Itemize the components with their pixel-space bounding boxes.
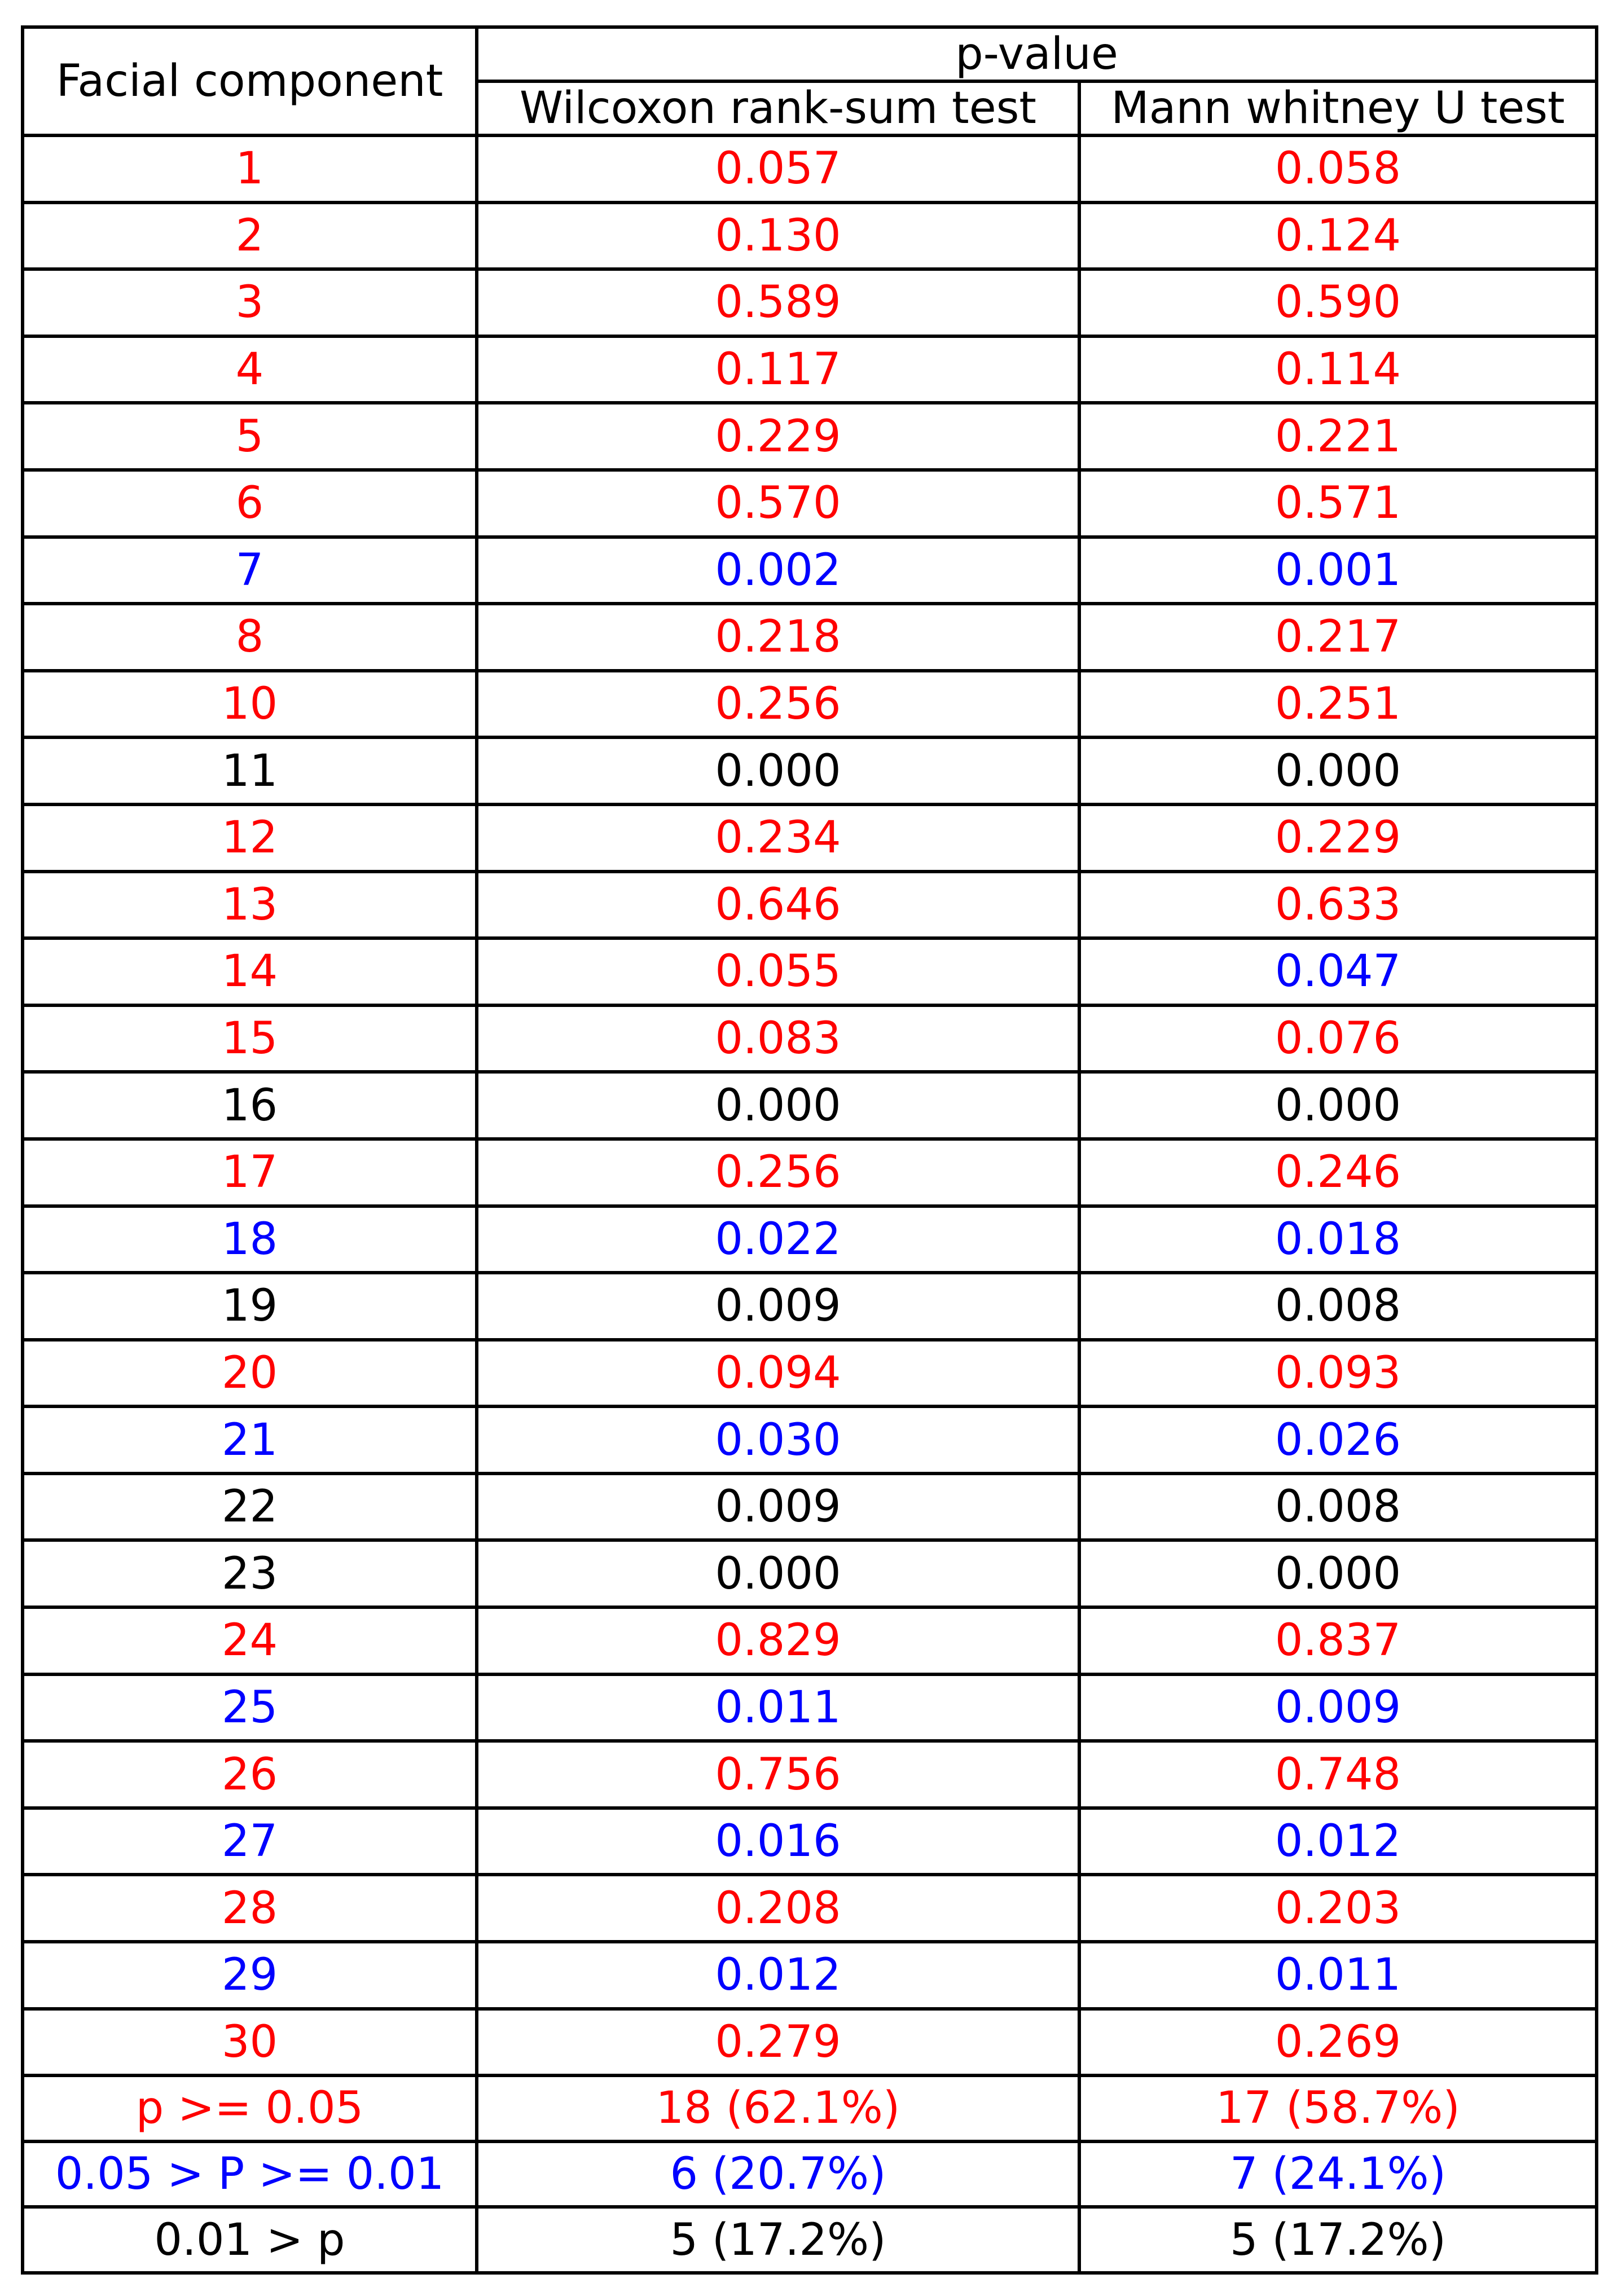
summary-row bbox=[23, 2207, 1597, 2273]
summary-mann-whitney-cell: 17 (58.7%) bbox=[1079, 2075, 1597, 2141]
component-cell: 16 bbox=[23, 1072, 477, 1139]
mann-whitney-pvalue-cell: 0.229 bbox=[1079, 804, 1597, 872]
table-row bbox=[23, 1139, 1597, 1206]
component-cell: 15 bbox=[23, 1005, 477, 1072]
table-row bbox=[23, 1273, 1597, 1340]
component-cell: 30 bbox=[23, 2009, 477, 2076]
mann-whitney-pvalue-cell: 0.012 bbox=[1079, 1808, 1597, 1875]
component-cell: 21 bbox=[23, 1406, 477, 1474]
table-row bbox=[23, 804, 1597, 872]
component-cell: 24 bbox=[23, 1607, 477, 1674]
mann-whitney-pvalue-cell: 0.009 bbox=[1079, 1674, 1597, 1741]
wilcoxon-pvalue-cell: 0.229 bbox=[477, 403, 1079, 470]
wilcoxon-pvalue-cell: 0.570 bbox=[477, 470, 1079, 537]
mann-whitney-pvalue-cell: 0.076 bbox=[1079, 1005, 1597, 1072]
wilcoxon-pvalue-cell: 0.000 bbox=[477, 1540, 1079, 1607]
mann-whitney-pvalue-cell: 0.251 bbox=[1079, 671, 1597, 738]
wilcoxon-pvalue-cell: 0.256 bbox=[477, 671, 1079, 738]
table-row bbox=[23, 135, 1597, 203]
table-row bbox=[23, 671, 1597, 738]
table-row bbox=[23, 269, 1597, 336]
wilcoxon-pvalue-cell: 0.012 bbox=[477, 1942, 1079, 2009]
table-row bbox=[23, 1406, 1597, 1474]
table-row bbox=[23, 537, 1597, 604]
component-cell: 22 bbox=[23, 1474, 477, 1541]
table-row bbox=[23, 1072, 1597, 1139]
table-row bbox=[23, 470, 1597, 537]
mann-whitney-pvalue-cell: 0.221 bbox=[1079, 403, 1597, 470]
component-cell: 11 bbox=[23, 737, 477, 804]
wilcoxon-pvalue-cell: 0.218 bbox=[477, 604, 1079, 671]
component-cell: 23 bbox=[23, 1540, 477, 1607]
component-cell: 3 bbox=[23, 269, 477, 336]
wilcoxon-pvalue-cell: 0.117 bbox=[477, 336, 1079, 403]
wilcoxon-pvalue-cell: 0.256 bbox=[477, 1139, 1079, 1206]
mann-whitney-pvalue-cell: 0.000 bbox=[1079, 737, 1597, 804]
wilcoxon-pvalue-cell: 0.279 bbox=[477, 2009, 1079, 2076]
table-row bbox=[23, 1206, 1597, 1273]
table-row bbox=[23, 737, 1597, 804]
summary-row bbox=[23, 2141, 1597, 2207]
mann-whitney-pvalue-cell: 0.269 bbox=[1079, 2009, 1597, 2076]
wilcoxon-pvalue-cell: 0.756 bbox=[477, 1741, 1079, 1808]
wilcoxon-pvalue-cell: 0.130 bbox=[477, 203, 1079, 270]
component-cell: 20 bbox=[23, 1340, 477, 1407]
mann-whitney-pvalue-cell: 0.114 bbox=[1079, 336, 1597, 403]
table-row bbox=[23, 1942, 1597, 2009]
wilcoxon-pvalue-cell: 0.009 bbox=[477, 1474, 1079, 1541]
component-cell: 14 bbox=[23, 938, 477, 1005]
wilcoxon-pvalue-cell: 0.016 bbox=[477, 1808, 1079, 1875]
summary-label-cell: 0.01 > p bbox=[23, 2207, 477, 2273]
mann-whitney-pvalue-cell: 0.000 bbox=[1079, 1072, 1597, 1139]
header-row-top bbox=[23, 27, 1597, 81]
table-row bbox=[23, 1808, 1597, 1875]
table-row bbox=[23, 1474, 1597, 1541]
mann-whitney-pvalue-cell: 0.246 bbox=[1079, 1139, 1597, 1206]
table-row bbox=[23, 403, 1597, 470]
wilcoxon-pvalue-cell: 0.002 bbox=[477, 537, 1079, 604]
table-row bbox=[23, 1540, 1597, 1607]
component-cell: 19 bbox=[23, 1273, 477, 1340]
component-cell: 6 bbox=[23, 470, 477, 537]
mann-whitney-pvalue-cell: 0.633 bbox=[1079, 872, 1597, 939]
wilcoxon-header: Wilcoxon rank-sum test bbox=[477, 81, 1079, 135]
component-cell: 8 bbox=[23, 604, 477, 671]
table-row bbox=[23, 872, 1597, 939]
summary-wilcoxon-cell: 6 (20.7%) bbox=[477, 2141, 1079, 2207]
table-row bbox=[23, 336, 1597, 403]
wilcoxon-pvalue-cell: 0.055 bbox=[477, 938, 1079, 1005]
mann-whitney-pvalue-cell: 0.001 bbox=[1079, 537, 1597, 604]
table-row bbox=[23, 1340, 1597, 1407]
table-row bbox=[23, 604, 1597, 671]
mann-whitney-pvalue-cell: 0.026 bbox=[1079, 1406, 1597, 1474]
component-cell: 25 bbox=[23, 1674, 477, 1741]
component-cell: 7 bbox=[23, 537, 477, 604]
wilcoxon-pvalue-cell: 0.057 bbox=[477, 135, 1079, 203]
wilcoxon-pvalue-cell: 0.000 bbox=[477, 737, 1079, 804]
wilcoxon-pvalue-cell: 0.022 bbox=[477, 1206, 1079, 1273]
pvalue-header: p-value bbox=[477, 27, 1597, 81]
component-cell: 26 bbox=[23, 1741, 477, 1808]
component-cell: 5 bbox=[23, 403, 477, 470]
wilcoxon-pvalue-cell: 0.094 bbox=[477, 1340, 1079, 1407]
component-cell: 17 bbox=[23, 1139, 477, 1206]
component-cell: 29 bbox=[23, 1942, 477, 2009]
summary-mann-whitney-cell: 5 (17.2%) bbox=[1079, 2207, 1597, 2273]
summary-label-cell: 0.05 > P >= 0.01 bbox=[23, 2141, 477, 2207]
mann-whitney-pvalue-cell: 0.590 bbox=[1079, 269, 1597, 336]
mann-whitney-pvalue-cell: 0.058 bbox=[1079, 135, 1597, 203]
summary-label-cell: p >= 0.05 bbox=[23, 2075, 477, 2141]
summary-mann-whitney-cell: 7 (24.1%) bbox=[1079, 2141, 1597, 2207]
wilcoxon-pvalue-cell: 0.000 bbox=[477, 1072, 1079, 1139]
component-cell: 18 bbox=[23, 1206, 477, 1273]
mann-whitney-pvalue-cell: 0.093 bbox=[1079, 1340, 1597, 1407]
table-row bbox=[23, 1005, 1597, 1072]
table-row bbox=[23, 2009, 1597, 2076]
table-row bbox=[23, 1741, 1597, 1808]
component-cell: 28 bbox=[23, 1875, 477, 1942]
table-row bbox=[23, 938, 1597, 1005]
wilcoxon-pvalue-cell: 0.829 bbox=[477, 1607, 1079, 1674]
component-cell: 10 bbox=[23, 671, 477, 738]
wilcoxon-pvalue-cell: 0.646 bbox=[477, 872, 1079, 939]
mann-whitney-pvalue-cell: 0.203 bbox=[1079, 1875, 1597, 1942]
mann-whitney-pvalue-cell: 0.837 bbox=[1079, 1607, 1597, 1674]
mann-whitney-pvalue-cell: 0.000 bbox=[1079, 1540, 1597, 1607]
mann-whitney-pvalue-cell: 0.008 bbox=[1079, 1273, 1597, 1340]
mann-whitney-pvalue-cell: 0.571 bbox=[1079, 470, 1597, 537]
summary-wilcoxon-cell: 18 (62.1%) bbox=[477, 2075, 1079, 2141]
component-cell: 27 bbox=[23, 1808, 477, 1875]
wilcoxon-pvalue-cell: 0.030 bbox=[477, 1406, 1079, 1474]
mann-whitney-pvalue-cell: 0.008 bbox=[1079, 1474, 1597, 1541]
component-cell: 12 bbox=[23, 804, 477, 872]
component-cell: 1 bbox=[23, 135, 477, 203]
mann-whitney-pvalue-cell: 0.018 bbox=[1079, 1206, 1597, 1273]
mann-whitney-pvalue-cell: 0.047 bbox=[1079, 938, 1597, 1005]
mann-whitney-pvalue-cell: 0.124 bbox=[1079, 203, 1597, 270]
table-row bbox=[23, 1607, 1597, 1674]
component-cell: 13 bbox=[23, 872, 477, 939]
wilcoxon-pvalue-cell: 0.208 bbox=[477, 1875, 1079, 1942]
table-row bbox=[23, 1674, 1597, 1741]
facial-component-header: Facial component bbox=[23, 27, 477, 135]
wilcoxon-pvalue-cell: 0.009 bbox=[477, 1273, 1079, 1340]
component-cell: 2 bbox=[23, 203, 477, 270]
wilcoxon-pvalue-cell: 0.234 bbox=[477, 804, 1079, 872]
table-row bbox=[23, 203, 1597, 270]
mann-whitney-pvalue-cell: 0.748 bbox=[1079, 1741, 1597, 1808]
component-cell: 4 bbox=[23, 336, 477, 403]
table-row bbox=[23, 1875, 1597, 1942]
table-body bbox=[23, 135, 1597, 2273]
wilcoxon-pvalue-cell: 0.011 bbox=[477, 1674, 1079, 1741]
wilcoxon-pvalue-cell: 0.083 bbox=[477, 1005, 1079, 1072]
wilcoxon-pvalue-cell: 0.589 bbox=[477, 269, 1079, 336]
summary-wilcoxon-cell: 5 (17.2%) bbox=[477, 2207, 1079, 2273]
mann-whitney-pvalue-cell: 0.217 bbox=[1079, 604, 1597, 671]
summary-row bbox=[23, 2075, 1597, 2141]
pvalue-table bbox=[21, 25, 1598, 2275]
mann-whitney-pvalue-cell: 0.011 bbox=[1079, 1942, 1597, 2009]
mann-whitney-header: Mann whitney U test bbox=[1079, 81, 1597, 135]
